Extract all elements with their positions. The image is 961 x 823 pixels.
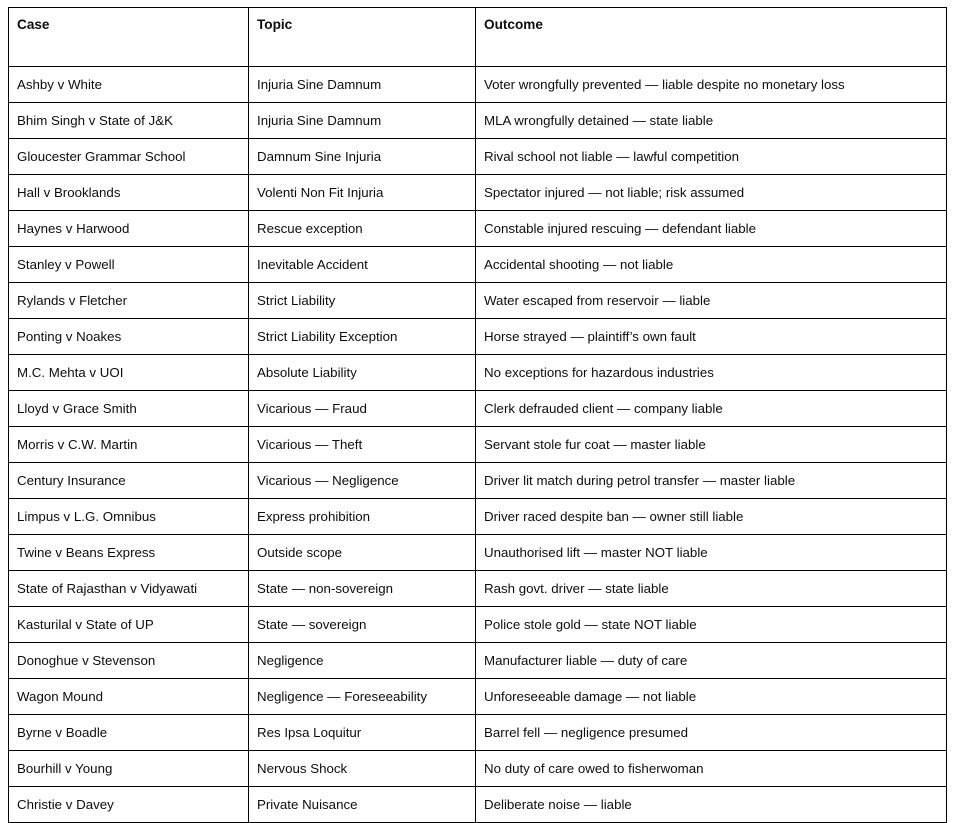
cell-case: M.C. Mehta v UOI: [9, 355, 249, 391]
cell-case: Donoghue v Stevenson: [9, 643, 249, 679]
table-row: [9, 139, 947, 175]
cell-case: Christie v Davey: [9, 787, 249, 823]
table-row: [9, 463, 947, 499]
cell-outcome: Servant stole fur coat — master liable: [476, 427, 947, 463]
table-row: [9, 751, 947, 787]
table-row: [9, 103, 947, 139]
cell-outcome: Barrel fell — negligence presumed: [476, 715, 947, 751]
cell-topic: Inevitable Accident: [249, 247, 476, 283]
cell-outcome: Driver raced despite ban — owner still liable: [476, 499, 947, 535]
cell-case: Century Insurance: [9, 463, 249, 499]
cell-topic: Outside scope: [249, 535, 476, 571]
tort-case-law-table: [8, 7, 947, 823]
cell-topic: Nervous Shock: [249, 751, 476, 787]
cell-case: Ponting v Noakes: [9, 319, 249, 355]
table-header: [9, 8, 947, 67]
cell-outcome: Unauthorised lift — master NOT liable: [476, 535, 947, 571]
cell-topic: Strict Liability: [249, 283, 476, 319]
cell-outcome: Water escaped from reservoir — liable: [476, 283, 947, 319]
table-row: [9, 175, 947, 211]
cell-topic: Res Ipsa Loquitur: [249, 715, 476, 751]
cell-topic: State — sovereign: [249, 607, 476, 643]
cell-topic: Vicarious — Theft: [249, 427, 476, 463]
cell-outcome: MLA wrongfully detained — state liable: [476, 103, 947, 139]
cell-topic: Private Nuisance: [249, 787, 476, 823]
cell-topic: Damnum Sine Injuria: [249, 139, 476, 175]
table-row: [9, 355, 947, 391]
column-header-outcome: Outcome: [476, 8, 947, 67]
table-row: [9, 715, 947, 751]
column-header-topic: Topic: [249, 8, 476, 67]
table-row: [9, 211, 947, 247]
cell-case: Kasturilal v State of UP: [9, 607, 249, 643]
cell-outcome: Accidental shooting — not liable: [476, 247, 947, 283]
table-row: [9, 427, 947, 463]
cell-case: Limpus v L.G. Omnibus: [9, 499, 249, 535]
cell-outcome: Constable injured rescuing — defendant liable: [476, 211, 947, 247]
cell-case: Hall v Brooklands: [9, 175, 249, 211]
cell-case: Rylands v Fletcher: [9, 283, 249, 319]
cell-case: Morris v C.W. Martin: [9, 427, 249, 463]
cell-outcome: Police stole gold — state NOT liable: [476, 607, 947, 643]
cell-case: Haynes v Harwood: [9, 211, 249, 247]
cell-topic: Express prohibition: [249, 499, 476, 535]
cell-outcome: Driver lit match during petrol transfer — master liable: [476, 463, 947, 499]
table-body: [9, 67, 947, 823]
table-header-row: [9, 8, 947, 67]
cell-topic: State — non-sovereign: [249, 571, 476, 607]
table-row: [9, 571, 947, 607]
cell-outcome: Unforeseeable damage — not liable: [476, 679, 947, 715]
cell-topic: Strict Liability Exception: [249, 319, 476, 355]
table-row: [9, 391, 947, 427]
cell-case: State of Rajasthan v Vidyawati: [9, 571, 249, 607]
cell-outcome: Horse strayed — plaintiff’s own fault: [476, 319, 947, 355]
cell-topic: Injuria Sine Damnum: [249, 67, 476, 103]
cell-outcome: Voter wrongfully prevented — liable despite no monetary loss: [476, 67, 947, 103]
table-row: [9, 607, 947, 643]
table-row: [9, 319, 947, 355]
cell-case: Bhim Singh v State of J&K: [9, 103, 249, 139]
cell-topic: Rescue exception: [249, 211, 476, 247]
cell-outcome: No duty of care owed to fisherwoman: [476, 751, 947, 787]
cell-topic: Vicarious — Negligence: [249, 463, 476, 499]
cell-case: Byrne v Boadle: [9, 715, 249, 751]
cell-outcome: Manufacturer liable — duty of care: [476, 643, 947, 679]
cell-outcome: Clerk defrauded client — company liable: [476, 391, 947, 427]
cell-case: Wagon Mound: [9, 679, 249, 715]
cell-topic: Negligence — Foreseeability: [249, 679, 476, 715]
cell-outcome: Rival school not liable — lawful competition: [476, 139, 947, 175]
table-row: [9, 283, 947, 319]
cell-topic: Vicarious — Fraud: [249, 391, 476, 427]
table-row: [9, 535, 947, 571]
table-row: [9, 247, 947, 283]
cell-case: Twine v Beans Express: [9, 535, 249, 571]
cell-case: Bourhill v Young: [9, 751, 249, 787]
cell-topic: Injuria Sine Damnum: [249, 103, 476, 139]
column-header-case: Case: [9, 8, 249, 67]
cell-case: Ashby v White: [9, 67, 249, 103]
table-row: [9, 679, 947, 715]
table-row: [9, 643, 947, 679]
cell-outcome: Rash govt. driver — state liable: [476, 571, 947, 607]
table-row: [9, 499, 947, 535]
cell-outcome: No exceptions for hazardous industries: [476, 355, 947, 391]
cell-topic: Volenti Non Fit Injuria: [249, 175, 476, 211]
cell-outcome: Spectator injured — not liable; risk assumed: [476, 175, 947, 211]
cell-topic: Negligence: [249, 643, 476, 679]
cell-case: Gloucester Grammar School: [9, 139, 249, 175]
table-row: [9, 67, 947, 103]
cell-case: Stanley v Powell: [9, 247, 249, 283]
cell-case: Lloyd v Grace Smith: [9, 391, 249, 427]
cell-topic: Absolute Liability: [249, 355, 476, 391]
cell-outcome: Deliberate noise — liable: [476, 787, 947, 823]
table-row: [9, 787, 947, 823]
